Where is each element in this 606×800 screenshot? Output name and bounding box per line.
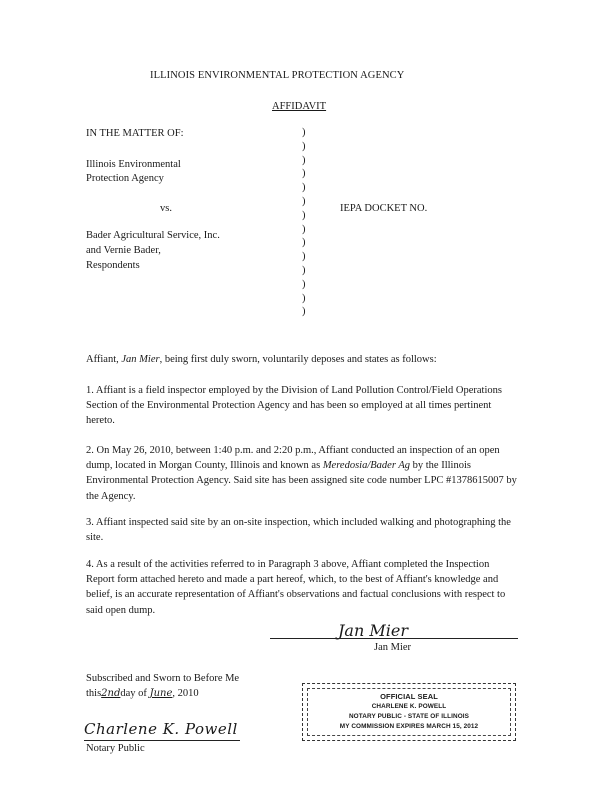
paragraph-2: 2. On May 26, 2010, between 1:40 p.m. and 2:20 p.m., Affiant conducted an inspection of an open dump, located in Morgan County, Illinois and known as Meredosia/Bader Ag by the Illinois Environmental Protection Agency. Said site has been assigned site code number LPC #1378615007 by the Agency. [86,445,517,502]
respondent-line-1: Bader Agricultural Service, Inc. [86,230,220,241]
seal-notary-name: CHARLENE K. POWELL [371,703,447,710]
respondent-line-2: and Vernie Bader, [86,245,161,256]
jurat-date-line: this2ndday of June, 2010 [86,688,199,699]
intro-paragraph: Affiant, Jan Mier, being first duly sworn, voluntarily deposes and states as follows: [86,354,437,365]
versus-label: vs. [160,203,172,214]
notary-signature: Charlene K. Powell [84,720,238,738]
seal-expiration: MY COMMISSION EXPIRES MARCH 15, 2012 [339,723,479,730]
paren: ) [302,251,306,263]
in-the-matter-of: IN THE MATTER OF: [86,128,184,139]
agency-title: ILLINOIS ENVIRONMENTAL PROTECTION AGENCY [150,70,405,81]
paragraph-4: 4. As a result of the activities referred to in Paragraph 3 above, Affiant completed the Inspection Report form attached hereto and made a part hereof, which, to the best of Affiant's knowledge and belief, is an accurate representation of Affiant's observations and factual conclusions with respect to said open dump. [86,559,506,616]
affiant-name-inline: Jan Mier [121,354,160,365]
docket-label: IEPA DOCKET NO. [340,203,428,214]
paren: ) [302,154,306,166]
paragraph-1: 1. Affiant is a field inspector employed by the Division of Land Pollution Control/Field Operations Section of the Environmental Protection Agency and has been so employed at all times pertinent hereto. [86,385,502,427]
paren: ) [302,306,306,318]
seal-state: NOTARY PUBLIC - STATE OF ILLINOIS [348,713,470,720]
paren: ) [302,127,306,138]
paren: ) [302,195,306,207]
paren: ) [302,278,306,290]
site-name: Meredosia/Bader Ag [322,460,411,472]
subscribed-statement: Subscribed and Sworn to Before Me [86,673,240,684]
official-notary-seal [302,683,516,741]
paren: ) [302,237,306,249]
jurat-month: June [149,688,173,699]
paren: ) [302,292,306,304]
paren: ) [302,223,306,235]
document-heading: AFFIDAVIT [272,101,327,112]
paren: ) [302,209,306,221]
paren: ) [302,140,306,152]
paren: ) [302,182,306,194]
caption-parentheses [302,126,306,319]
affiant-signature: Jan Mier [338,621,408,640]
notary-public-label: Notary Public [86,743,145,754]
paragraph-3: 3. Affiant inspected said site by an on-site inspection, which included walking and photographing the site. [86,517,511,544]
paren: ) [302,264,306,276]
complainant-line-2: Protection Agency [86,173,164,184]
seal-title: OFFICIAL SEAL [380,692,438,701]
jurat-day: 2nd [101,688,121,699]
affiant-signature-line [270,638,518,639]
respondent-line-3: Respondents [86,260,140,271]
affiant-printed-name: Jan Mier [374,642,412,653]
complainant-line-1: Illinois Environmental [86,159,181,170]
paren: ) [302,168,306,180]
